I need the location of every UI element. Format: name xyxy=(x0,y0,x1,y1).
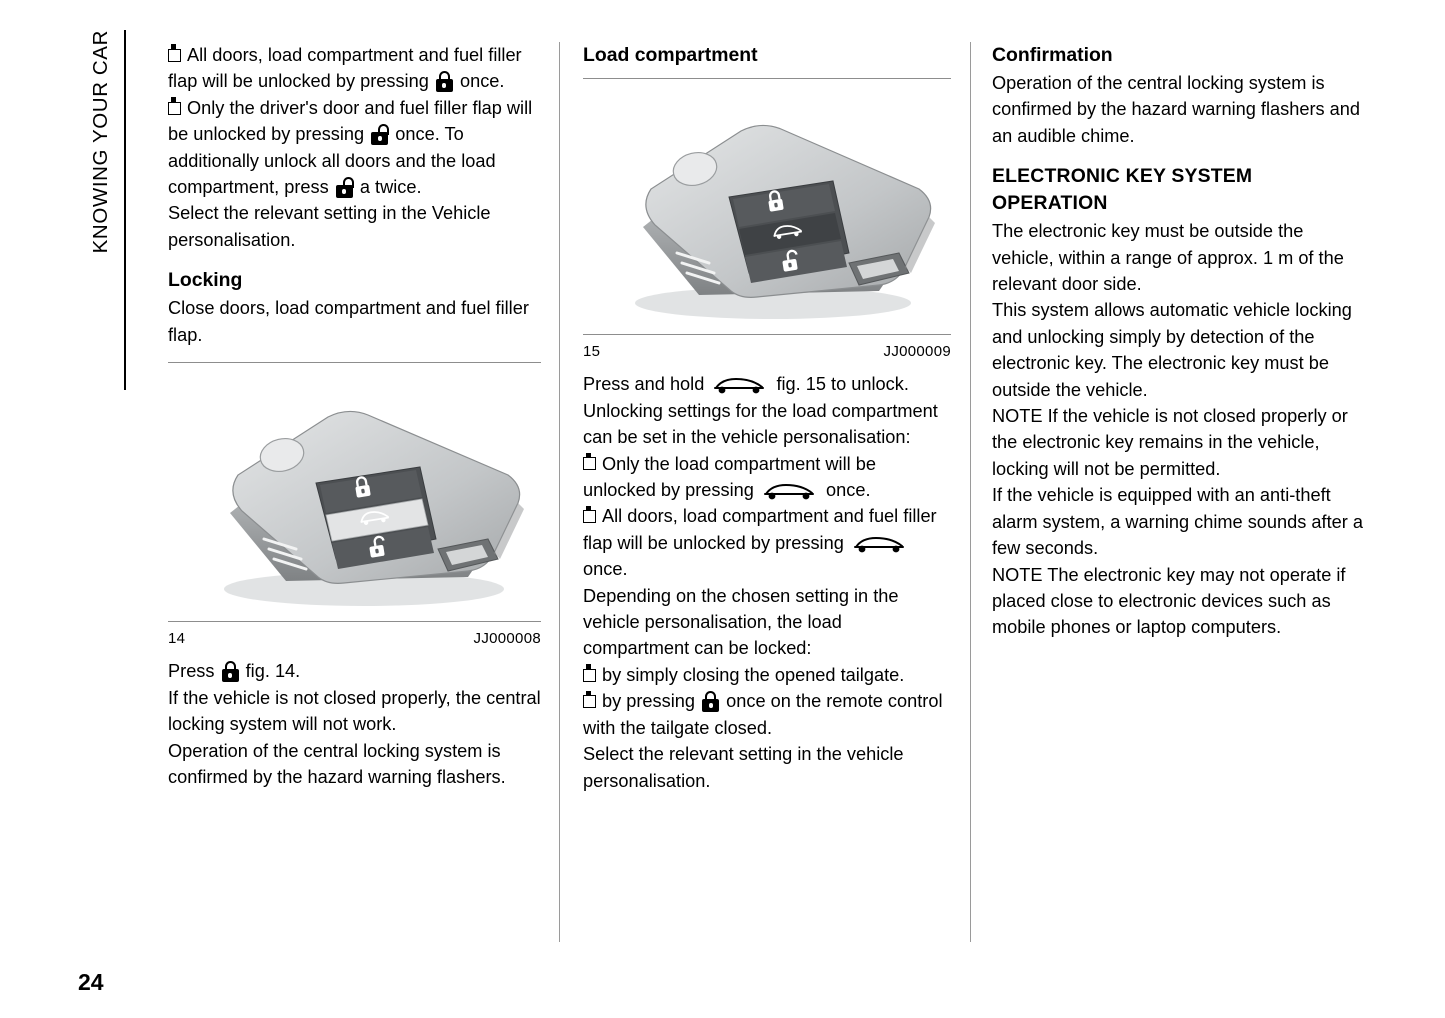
key-fob-illustration xyxy=(583,79,951,334)
bullet-text-a: All doors, load compartment and fuel filler flap will be unlocked by pressing xyxy=(583,506,937,553)
paragraph: Close doors, load compartment and fuel filler flap. xyxy=(168,298,529,345)
bullet-text-a: Only the load compartment will be unlocked by pressing xyxy=(583,453,876,501)
paragraph: If the vehicle is not closed properly, the central locking system will not work. xyxy=(168,687,541,735)
paragraph: If the vehicle is equipped with an anti-theft alarm system, a warning chime sounds after a few seconds. xyxy=(992,485,1363,559)
figure-caption xyxy=(168,621,541,652)
press-hold-prefix: Press and hold xyxy=(583,374,705,395)
bullet-item xyxy=(168,42,541,95)
paragraph: The electronic key must be outside the vehicle, within a range of approx. 1 m of the relevant door side. xyxy=(992,221,1344,295)
figure-code: JJ000008 xyxy=(473,630,541,648)
key-fob-svg xyxy=(168,363,541,621)
figure-number: 14 xyxy=(168,630,186,648)
lock-open-icon xyxy=(371,124,388,145)
bullet-square-icon xyxy=(168,49,181,62)
bullet-text-c: a twice. xyxy=(359,177,422,198)
column-divider-1 xyxy=(559,42,560,942)
boot-release-icon xyxy=(711,376,769,394)
press-prefix: Press xyxy=(168,661,215,682)
column-divider-2 xyxy=(970,42,971,942)
bullet-item xyxy=(168,95,541,201)
paragraph: Depending on the chosen setting in the vehicle personalisation, the load compartment can be locked: xyxy=(583,585,899,659)
paragraph: Operation of the central locking system is confirmed by the hazard warning flashers. xyxy=(168,740,506,788)
bullet-text-b: once. xyxy=(826,480,871,501)
bullet-text-a: by pressing xyxy=(602,691,696,712)
bullet-item xyxy=(583,503,951,582)
bullet-square-icon xyxy=(583,669,596,682)
paragraph: Unlocking settings for the load compartment can be set in the vehicle personalisation: xyxy=(583,400,938,448)
figure-number: 15 xyxy=(583,343,601,360)
note-paragraph: NOTE If the vehicle is not closed properly or the electronic key remains in the vehicle, locking will not be permitted. xyxy=(992,406,1348,479)
column-3 xyxy=(992,42,1364,641)
paragraph: Operation of the central locking system is confirmed by the hazard warning flashers and an audible chime. xyxy=(992,73,1360,146)
lock-closed-icon xyxy=(436,71,453,92)
heading-confirmation: Confirmation xyxy=(992,44,1113,66)
figure-code: JJ000009 xyxy=(883,343,951,360)
column-2 xyxy=(583,42,951,794)
bullet-square-icon xyxy=(168,102,181,115)
paragraph xyxy=(168,658,541,684)
bullet-square-icon xyxy=(583,457,596,470)
heading-locking: Locking xyxy=(168,269,243,292)
lock-closed-icon xyxy=(222,661,239,682)
paragraph: This system allows automatic vehicle locking and unlocking simply by detection of the electronic key. The electronic key must be outside the vehicle. xyxy=(992,300,1352,400)
page-number: 24 xyxy=(78,969,104,995)
bullet-item xyxy=(583,688,951,741)
column-1 xyxy=(168,42,541,791)
paragraph: Select the relevant setting in the vehicle personalisation. xyxy=(583,744,904,791)
bullet-text-a: Only the driver's door and fuel filler flap will be unlocked by pressing xyxy=(168,97,533,145)
boot-release-icon xyxy=(761,482,819,500)
figure-15 xyxy=(583,78,951,365)
figure-14 xyxy=(168,362,541,652)
bullet-item xyxy=(583,451,951,504)
bullet-text-b: once. To additionally unlock all doors and the load compartment, press xyxy=(168,124,496,198)
figure-caption xyxy=(583,334,951,365)
lock-closed-icon xyxy=(702,691,719,712)
chapter-tab xyxy=(78,30,126,390)
bullet-text: by simply closing the opened tailgate. xyxy=(602,664,905,685)
bullet-text: All doors, load compartment and fuel filler flap will be unlocked by pressing xyxy=(168,45,522,92)
press-hold-suffix: fig. 15 to unlock. xyxy=(776,374,909,395)
press-suffix: fig. 14. xyxy=(245,661,301,682)
bullet-text-end: once. xyxy=(459,71,505,92)
paragraph: Select the relevant setting in the Vehicle personalisation. xyxy=(168,203,491,250)
lock-open-icon xyxy=(336,177,353,198)
note-paragraph: NOTE The electronic key may not operate if placed close to electronic devices such as mobile phones or laptop computers. xyxy=(992,564,1346,638)
heading-load-compartment: Load compartment xyxy=(583,44,758,66)
bullet-text-b: once. xyxy=(583,559,628,580)
bullet-square-icon xyxy=(583,510,596,523)
bullet-square-icon xyxy=(583,695,596,708)
heading-electronic-key-system-operation: ELECTRONIC KEY SYSTEM OPERATION xyxy=(992,165,1253,214)
chapter-tab-label: KNOWING YOUR CAR xyxy=(89,30,112,254)
bullet-item xyxy=(583,662,951,688)
key-fob-illustration xyxy=(168,363,541,621)
boot-release-icon xyxy=(851,535,909,553)
key-fob-svg xyxy=(583,79,951,334)
paragraph xyxy=(583,371,951,397)
bullet-text-b: once on the remote control with the tailgate closed. xyxy=(583,691,943,738)
